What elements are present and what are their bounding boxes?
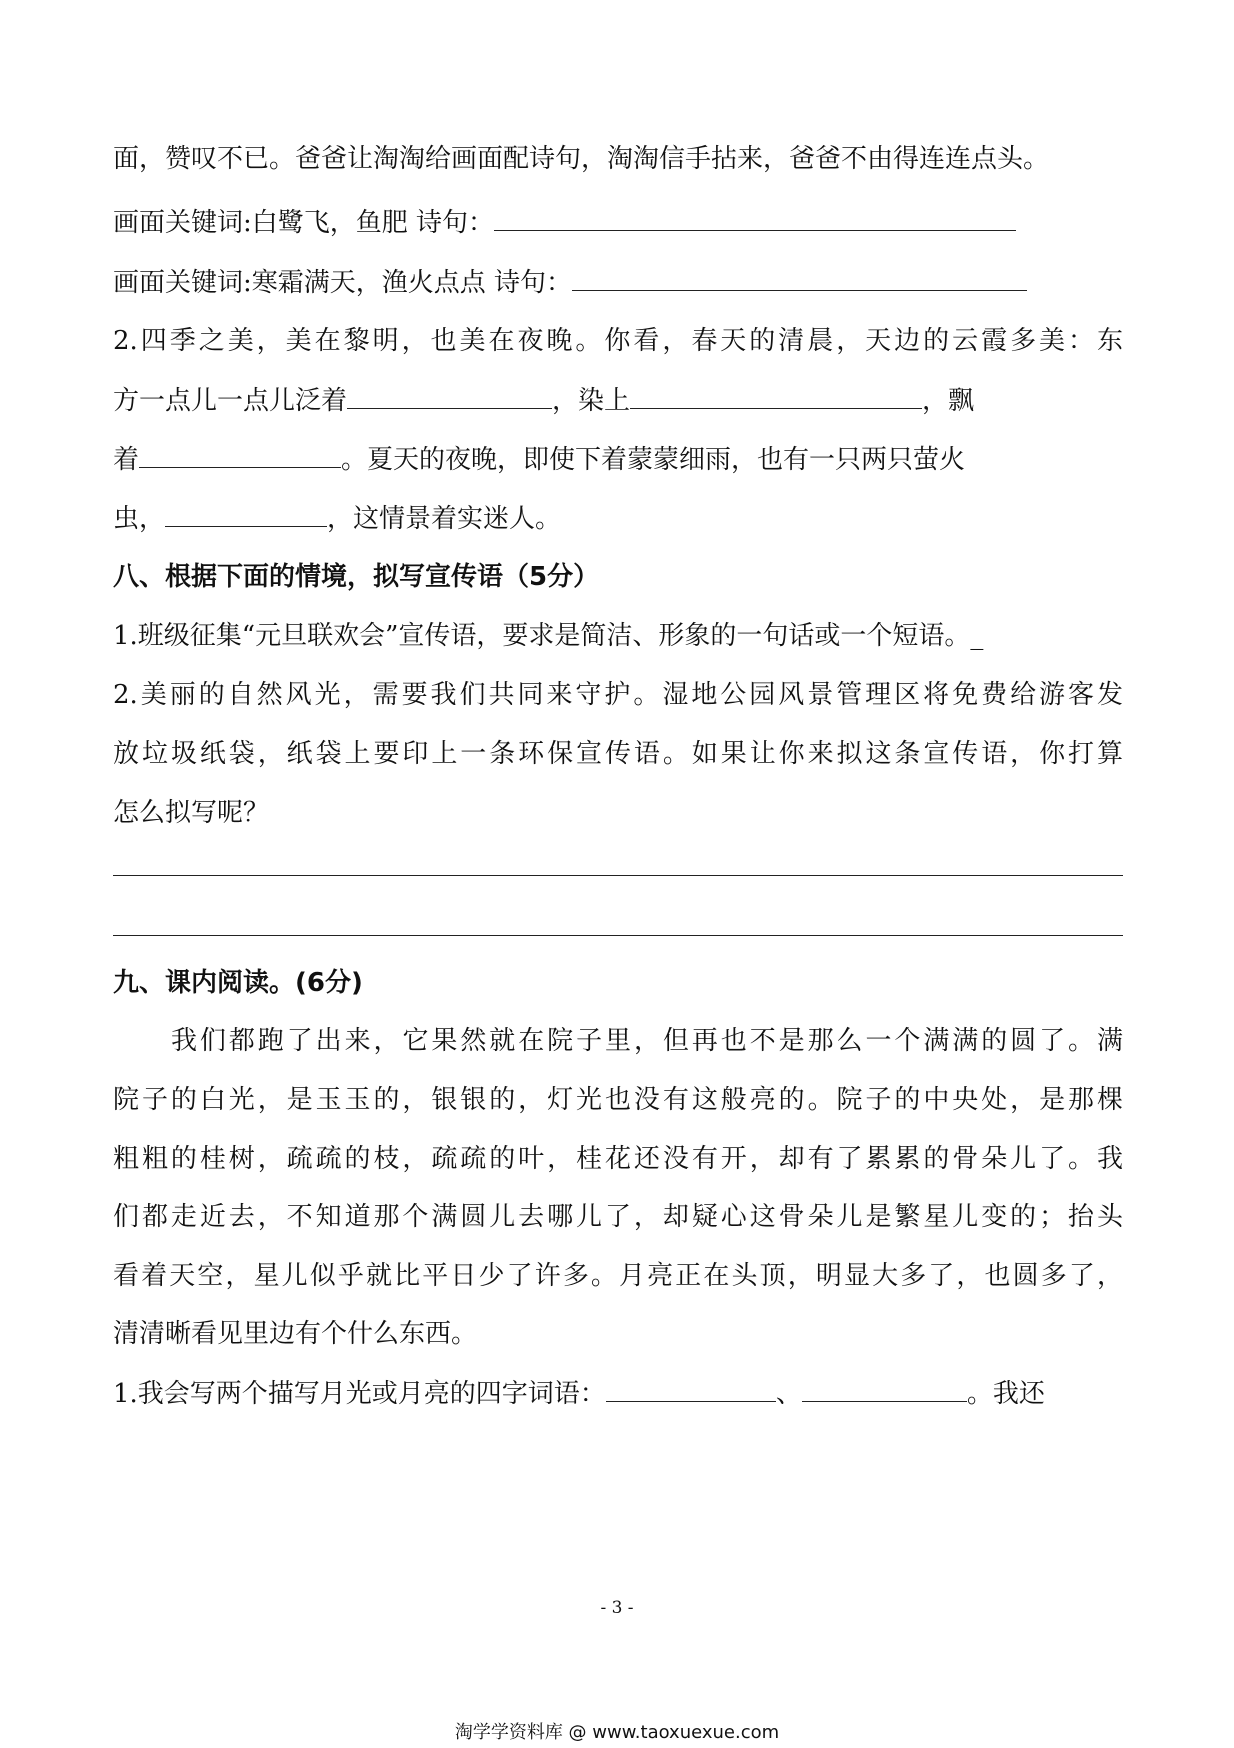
answer-blank[interactable] [347, 380, 552, 409]
passage-line: 看着天空，星儿似乎就比平日少了许多。月亮正在头顶，明显大多了，也圆多了， [113, 1261, 1123, 1291]
passage-line: 们都走近去，不知道那个满圆儿去哪儿了，却疑心这骨朵儿是繁星儿变的；抬头 [113, 1202, 1123, 1232]
passage-line: 粗粗的桂树，疏疏的枝，疏疏的叶，桂花还没有开，却有了累累的骨朵儿了。我 [113, 1144, 1123, 1174]
answer-blank[interactable] [572, 262, 1027, 291]
passage-line: 院子的白光，是玉玉的，银银的，灯光也没有这般亮的。院子的中央处，是那棵 [113, 1085, 1123, 1115]
answer-blank[interactable] [606, 1373, 776, 1402]
answer-blank[interactable] [139, 439, 341, 468]
keyword-line-1: 画面关键词:白鹭飞，鱼肥 诗句： [113, 202, 1123, 243]
text-line: 虫， ，这情景着实迷人。 [113, 498, 1123, 539]
answer-line[interactable] [113, 935, 1123, 936]
text-line: 方一点儿一点儿泛着 ，染上 ，飘 [113, 380, 1123, 421]
answer-blank[interactable] [802, 1373, 967, 1402]
text-line: 面，赞叹不已。爸爸让淘淘给画面配诗句，淘淘信手拈来，爸爸不由得连连点头。 [113, 144, 1050, 174]
answer-blank[interactable] [494, 202, 1016, 231]
footer-watermark: 淘学学资料库 @ www.taoxuexue.com [454, 1722, 780, 1743]
question-1: 1.班级征集“元旦联欢会”宣传语，要求是简洁、形象的一句话或一个短语。_ [113, 621, 984, 651]
keyword-line-2: 画面关键词:寒霜满天，渔火点点 诗句： [113, 262, 1123, 303]
text-line: 着 。夏天的夜晚，即使下着蒙蒙细雨，也有一只两只萤火 [113, 439, 1123, 480]
answer-blank[interactable] [630, 380, 922, 409]
reading-question-1: 1.我会写两个描写月光或月亮的四字词语： 、 。我还 [113, 1373, 1123, 1414]
section-heading-9: 九、课内阅读。(6分) [113, 968, 363, 998]
question-2: 2.美丽的自然风光，需要我们共同来守护。湿地公园风景管理区将免费给游客发 [113, 680, 1123, 710]
section-heading-8: 八、根据下面的情境，拟写宣传语（5分） [113, 562, 600, 592]
text-line: 2.四季之美，美在黎明，也美在夜晚。你看，春天的清晨，天边的云霞多美：东 [113, 326, 1123, 356]
passage-line: 清清晰看见里边有个什么东西。 [113, 1319, 478, 1349]
page-number: - 3 - [600, 1598, 634, 1618]
passage-line: 我们都跑了出来，它果然就在院子里，但再也不是那么一个满满的圆了。满 [171, 1026, 1123, 1056]
answer-line[interactable] [113, 875, 1123, 876]
text-line: 怎么拟写呢？ [113, 798, 270, 828]
answer-blank[interactable] [165, 498, 327, 527]
text-line: 放垃圾纸袋，纸袋上要印上一条环保宣传语。如果让你来拟这条宣传语，你打算 [113, 739, 1123, 769]
